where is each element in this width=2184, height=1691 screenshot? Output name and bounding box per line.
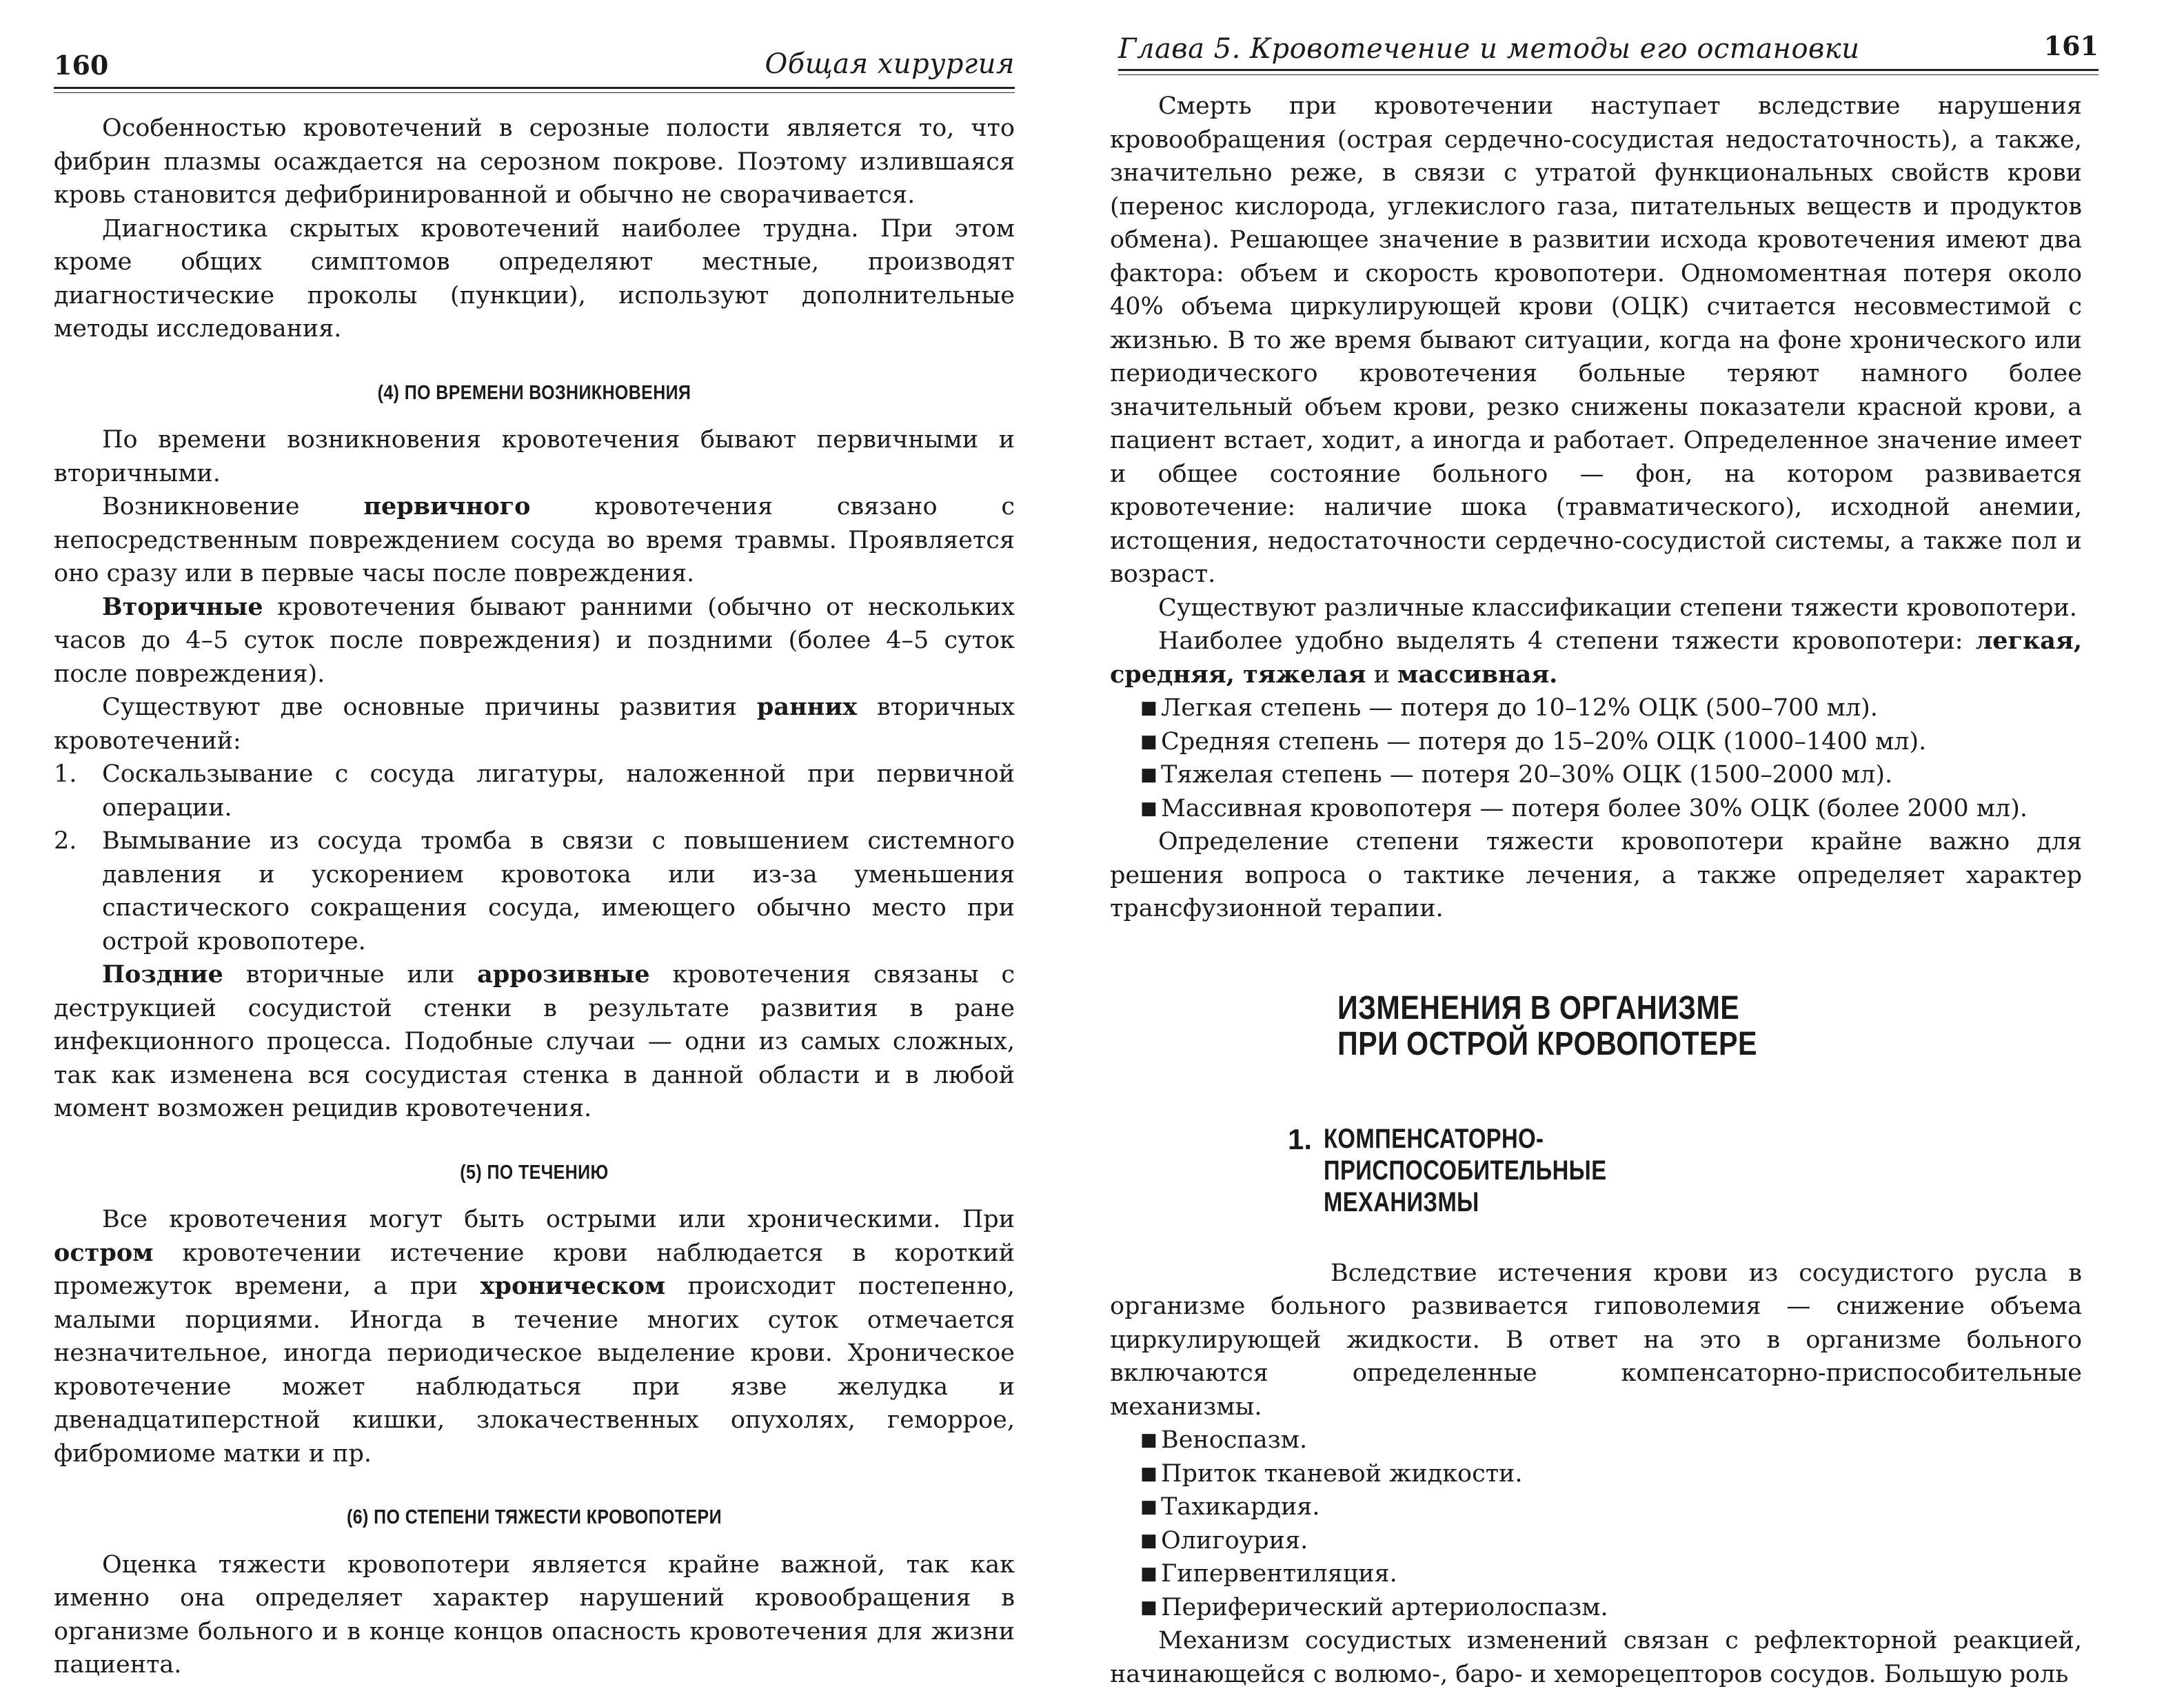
numbered-list [54, 758, 1015, 958]
header-rule-thin [54, 92, 1015, 93]
section-heading: ИЗМЕНЕНИЯ В ОРГАНИЗМЕ ПРИ ОСТРОЙ КРОВОПОТЕРЕ [1337, 989, 1757, 1062]
bullet-icon: ■ [1140, 1530, 1157, 1551]
right-page-body [1110, 90, 2082, 1691]
subsection-heading: (5) ПО ТЕЧЕНИЮ [460, 1161, 609, 1184]
header-rule-thin [1118, 74, 2099, 75]
list-item: ■ Средняя степень — потеря до 15–20% ОЦК (1000–1400 мл). [1110, 725, 2082, 759]
bullet-list [1110, 1424, 2082, 1624]
list-item: ■ Периферический артериолоспазм. [1110, 1591, 2082, 1625]
bullet-icon: ■ [1140, 1597, 1157, 1618]
paragraph: По времени возникновения кровотечения бывают первичными и вторичными. [54, 426, 1015, 487]
bullet-icon: ■ [1140, 765, 1157, 785]
list-item: ■ Олигоурия. [1110, 1524, 2082, 1558]
running-title: Общая хирургия [765, 48, 1015, 80]
header-rule [54, 87, 1015, 89]
paragraph: Возникновение первичного кровотечения связано с непосредственным повреждением сосуда во время травмы. Проявляется оно сразу или в первые часы после повреждения. [54, 492, 1015, 587]
paragraph: Вследствие истечения крови из сосудистого русла в организме больного развивается гиповолемия — снижение объема циркулирующей жидкости. В ответ на это в организме больного включаются определенные компенсаторно-приспособительные механизмы. [1110, 1259, 2082, 1421]
right-page-header [1118, 30, 2099, 79]
subsection-heading: (4) ПО ВРЕМЕНИ ВОЗНИКНОВЕНИЯ [377, 381, 691, 404]
page-number: 161 [2043, 30, 2099, 61]
left-page-header [54, 30, 1015, 79]
list-item: ■ Тахикардия. [1110, 1490, 2082, 1524]
bullet-icon: ■ [1140, 698, 1157, 718]
bullet-icon: ■ [1140, 1430, 1157, 1450]
paragraph: Смерть при кровотечении наступает вследствие нарушения кровообращения (острая сердечно-сосудистая недостаточность), а также, значительно реже, в связи с утратой функциональных свойств крови (перенос кислорода, углекислого газа, питательных веществ и продуктов обмена). Решающее значение в развитии исхода кровотечения имеют два фактора: объем и скорость кровопотери. Одномоментная потеря около 40% объема циркулирующей крови (ОЦК) считается несовместимой с жизнью. В то же время бывают ситуации, когда на фоне хронического или периодического кровотечения больные теряют намного более значительный объем крови, резко снижены показатели красной крови, а пациент встает, ходит, а иногда и работает. Определенное значение имеет и общее состояние больного — фон, на котором развивается кровотечение: наличие шока (травматического), исходной анемии, истощения, недостаточности сердечно-сосудистой системы, а также пол и возраст. [1110, 92, 2082, 588]
list-item: ■ Веноспазм. [1110, 1424, 2082, 1457]
right-page [1092, 0, 2184, 1688]
paragraph: Все кровотечения могут быть острыми или хроническими. При остром кровотечении истечение крови наблюдается в короткий промежуток времени, а при хроническом происходит постепенно, малыми порциями. Иногда в течение многих суток отмечается незначительное, иногда периодическое выделение крови. Хроническое кровотечение может наблюдаться при язве желудка и двенадцатиперстной кишки, злокачественных опухолях, геморрое, фибромиоме матки и пр. [54, 1206, 1015, 1468]
paragraph: Диагностика скрытых кровотечений наиболее трудна. При этом кроме общих симптомов определяют местные, производят диагностические проколы (пункции), используют дополнительные методы исследования. [54, 214, 1015, 343]
paragraph: Особенностью кровотечений в серозные полости является то, что фибрин плазмы осаждается на серозном покрове. Поэтому излившаяся кровь становится дефибринированной и обычно не сворачивается. [54, 114, 1015, 209]
bullet-icon: ■ [1140, 1497, 1157, 1517]
paragraph: Определение степени тяжести кровопотери крайне важно для решения вопроса о тактике лечения, а также определяет характер трансфузионной терапии. [1110, 828, 2082, 922]
paragraph: Существуют различные классификации степени тяжести кровопотери. [1158, 594, 2077, 622]
header-rule [1118, 69, 2099, 71]
left-page [0, 0, 1092, 1679]
paragraph: Вторичные кровотечения бывают ранними (обычно от нескольких часов до 4–5 суток после повреждения) и поздними (более 4–5 суток после повреждения). [54, 592, 1015, 688]
paragraph: Оценка тяжести кровопотери является крайне важной, так как именно она определяет характер нарушений кровообращения в организме больного и в конце концов опасность кровотечения для жизни пациента. [54, 1550, 1015, 1679]
subsection-heading: (6) ПО СТЕПЕНИ ТЯЖЕСТИ КРОВОПОТЕРИ [347, 1506, 722, 1528]
bullet-icon: ■ [1140, 1563, 1157, 1584]
list-item: 1. Соскальзывание с сосуда лигатуры, наложенной при первичной операции. [54, 760, 1015, 822]
bullet-icon: ■ [1140, 1463, 1157, 1484]
list-item: ■ Гипервентиляция. [1110, 1557, 2082, 1591]
left-page-body [54, 112, 1015, 1682]
paragraph: Поздние вторичные или аррозивные кровотечения связаны с деструкцией сосудистой стенки в результате развития в ране инфекционного процесса. Подобные случаи — одни из самых сложных, так как изменена вся сосудистая стенка в данной области и в любой момент возможен рецидив кровотечения. [54, 960, 1015, 1122]
bullet-icon: ■ [1140, 731, 1157, 752]
list-item: ■ Тяжелая степень — потеря 20–30% ОЦК (1500–2000 мл). [1110, 758, 2082, 792]
subsection-heading: 1. КОМПЕНСАТОРНО- ПРИСПОСОБИТЕЛЬНЫЕ МЕХАНИЗМЫ [1288, 1122, 1607, 1217]
page-number: 160 [54, 50, 109, 81]
list-item: ■ Легкая степень — потеря до 10–12% ОЦК (500–700 мл). [1110, 691, 2082, 725]
bullet-icon: ■ [1140, 798, 1157, 819]
bullet-list [1110, 691, 2082, 825]
running-title: Глава 5. Кровотечение и методы его остановки [1118, 33, 1860, 65]
paragraph: Наиболее удобно выделять 4 степени тяжести кровопотери: легкая, средняя, тяжелая и массивная. [1110, 627, 2082, 689]
paragraph: Существуют две основные причины развития ранних вторичных кровотечений: [54, 693, 1015, 755]
section-number: 1. [1288, 1122, 1313, 1155]
list-item: 2. Вымывание из сосуда тромба в связи с повышением системного давления и ускорением кровотока или из-за уменьшения спастического сокращения сосуда, имеющего обычно место при острой кровопотере. [54, 827, 1015, 955]
paragraph: Механизм сосудистых изменений связан с рефлекторной реакцией, начинающейся с волюмо-, баро- и хеморецепторов сосудов. Большую роль [1110, 1627, 2082, 1688]
list-item: ■ Приток тканевой жидкости. [1110, 1457, 2082, 1491]
list-item: ■ Массивная кровопотеря — потеря более 30% ОЦК (более 2000 мл). [1110, 792, 2082, 826]
